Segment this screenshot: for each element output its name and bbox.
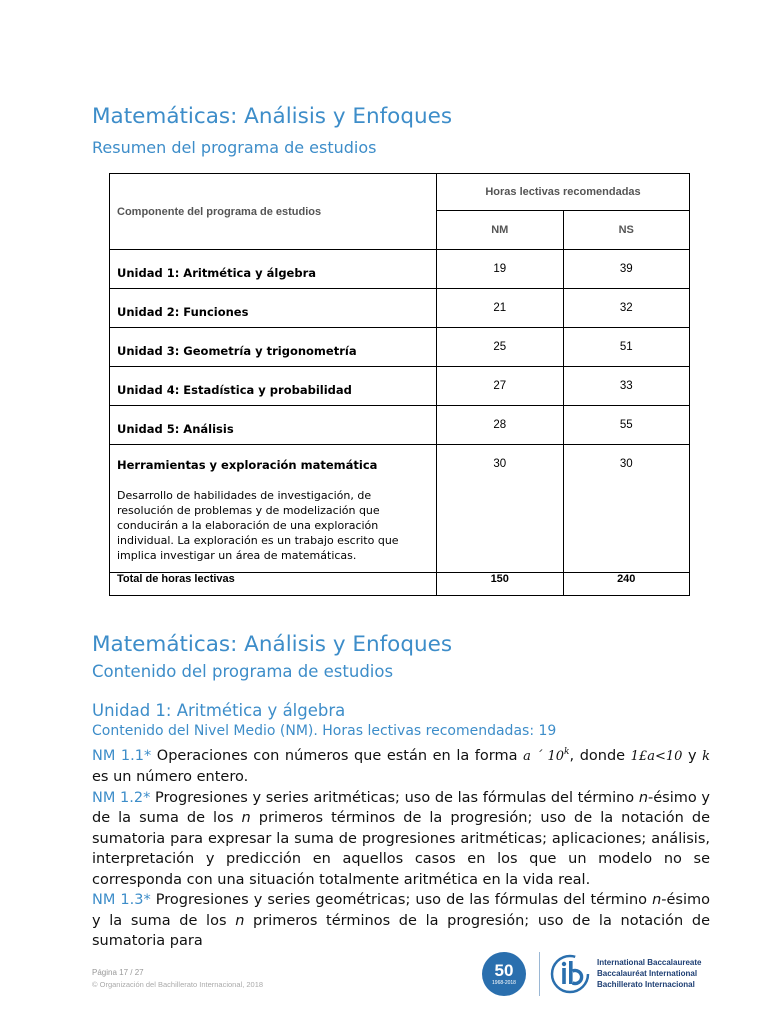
item-code: NM 1.1* [92,747,152,764]
ib-name-en: International Baccalaureate [597,958,702,967]
tools-hours-nm: 30 [437,445,564,573]
section-subtitle: Contenido del programa de estudios [92,662,394,681]
item-code: NM 1.2* [92,789,151,806]
unit-label: Unidad 3: Geometría y trigonometría [110,328,437,367]
section-title: Matemáticas: Análisis y Enfoques [92,632,453,657]
item-variable: n [652,892,662,909]
tools-label: Herramientas y exploración matemática [117,458,378,472]
table-row [110,367,690,406]
ib-logo-icon [548,952,592,996]
page-subtitle: Resumen del programa de estudios [92,138,377,157]
total-row [110,573,690,596]
unit-hours-nm: 19 [437,250,564,289]
item-text: primeros términos de la progresión; uso de la notación de sumatoria para expresar la suma de progresiones aritméticas; aplicaciones; análisis, interpretación y predicción en aquellos casos en los que un modelo no se corresponda con una situación totalmente aritmética en la vida real. [92,810,710,888]
ib-name [597,957,701,990]
ib-name-es: Bachillerato Internacional [597,980,695,989]
item-text: es un número entero. [92,769,249,786]
page-number: Página 17 / 27 [92,968,144,977]
unit-hours-nm: 28 [437,406,564,445]
item-text: -ésimo y la suma de los [92,892,710,929]
item-text: primeros términos de la progresión; uso de la notación de sumatoria para [92,912,711,950]
unit-label: Unidad 4: Estadística y probabilidad [110,367,437,406]
item-text: Progresiones y series geométricas; uso de las fórmulas del término [150,892,653,909]
unit-label: Unidad 5: Análisis [110,406,437,445]
item-variable: n [241,810,251,827]
unit-hours-nm: 21 [437,289,564,328]
unit-hours-ns: 32 [563,289,690,328]
col-nm-header: NM [437,211,564,250]
ib-name-fr: Baccalauréat International [597,969,698,978]
content-paragraph [92,742,710,952]
unit-hours-ns: 55 [563,406,690,445]
math-expression: 1£a<10 [630,748,683,764]
unit-label: Unidad 2: Funciones [110,289,437,328]
page-title: Matemáticas: Análisis y Enfoques [92,104,453,129]
tools-description: Desarrollo de habilidades de investigación, de resolución de problemas y de modelización que conducirán a la elaboración de una exploración individual. La exploración es un trabajo escrito que implica investigar un área de matemáticas. [117,489,399,562]
tools-cell [110,445,437,573]
table-row [110,406,690,445]
hours-header: Horas lectivas recomendadas [437,174,690,211]
table-row [110,250,690,289]
anniversary-logo [482,952,526,996]
math-expression: a ´ 10 [523,748,565,764]
col-ns-header: NS [563,211,690,250]
logo-divider [539,952,540,996]
total-hours-ns: 240 [563,573,690,596]
unit-hours-nm: 25 [437,328,564,367]
item-variable: n [235,912,245,929]
copyright: © Organización del Bachillerato Internacional, 2018 [92,980,264,989]
item-code: NM 1.3* [92,892,151,909]
math-exponent: k [564,747,570,757]
unit-hours-ns: 39 [563,250,690,289]
table-row [110,445,690,573]
unit-subtitle: Contenido del Nivel Medio (NM). Horas lectivas recomendadas: 19 [92,723,557,739]
item-text: -ésimo y de la suma de los [92,789,710,827]
unit-hours-nm: 27 [437,367,564,406]
item-text: y [682,747,703,764]
table-row [110,328,690,367]
syllabus-table [109,173,690,596]
item-text: Operaciones con números que están en la forma [151,747,524,764]
total-hours-nm: 150 [437,573,564,596]
component-header: Componente del programa de estudios [110,174,437,250]
anniversary-number: 50 [494,961,514,980]
unit-title: Unidad 1: Aritmética y álgebra [92,701,346,720]
item-variable: n [638,789,649,806]
anniversary-years: 1968-2018 [492,980,516,986]
total-label: Total de horas lectivas [110,573,437,596]
math-expression: k [702,748,710,764]
item-text: , donde [569,747,631,764]
tools-hours-ns: 30 [563,445,690,573]
table-row [110,289,690,328]
unit-label: Unidad 1: Aritmética y álgebra [110,250,437,289]
item-text: Progresiones y series aritméticas; uso de las fórmulas del término [150,789,639,806]
unit-hours-ns: 33 [563,367,690,406]
unit-hours-ns: 51 [563,328,690,367]
